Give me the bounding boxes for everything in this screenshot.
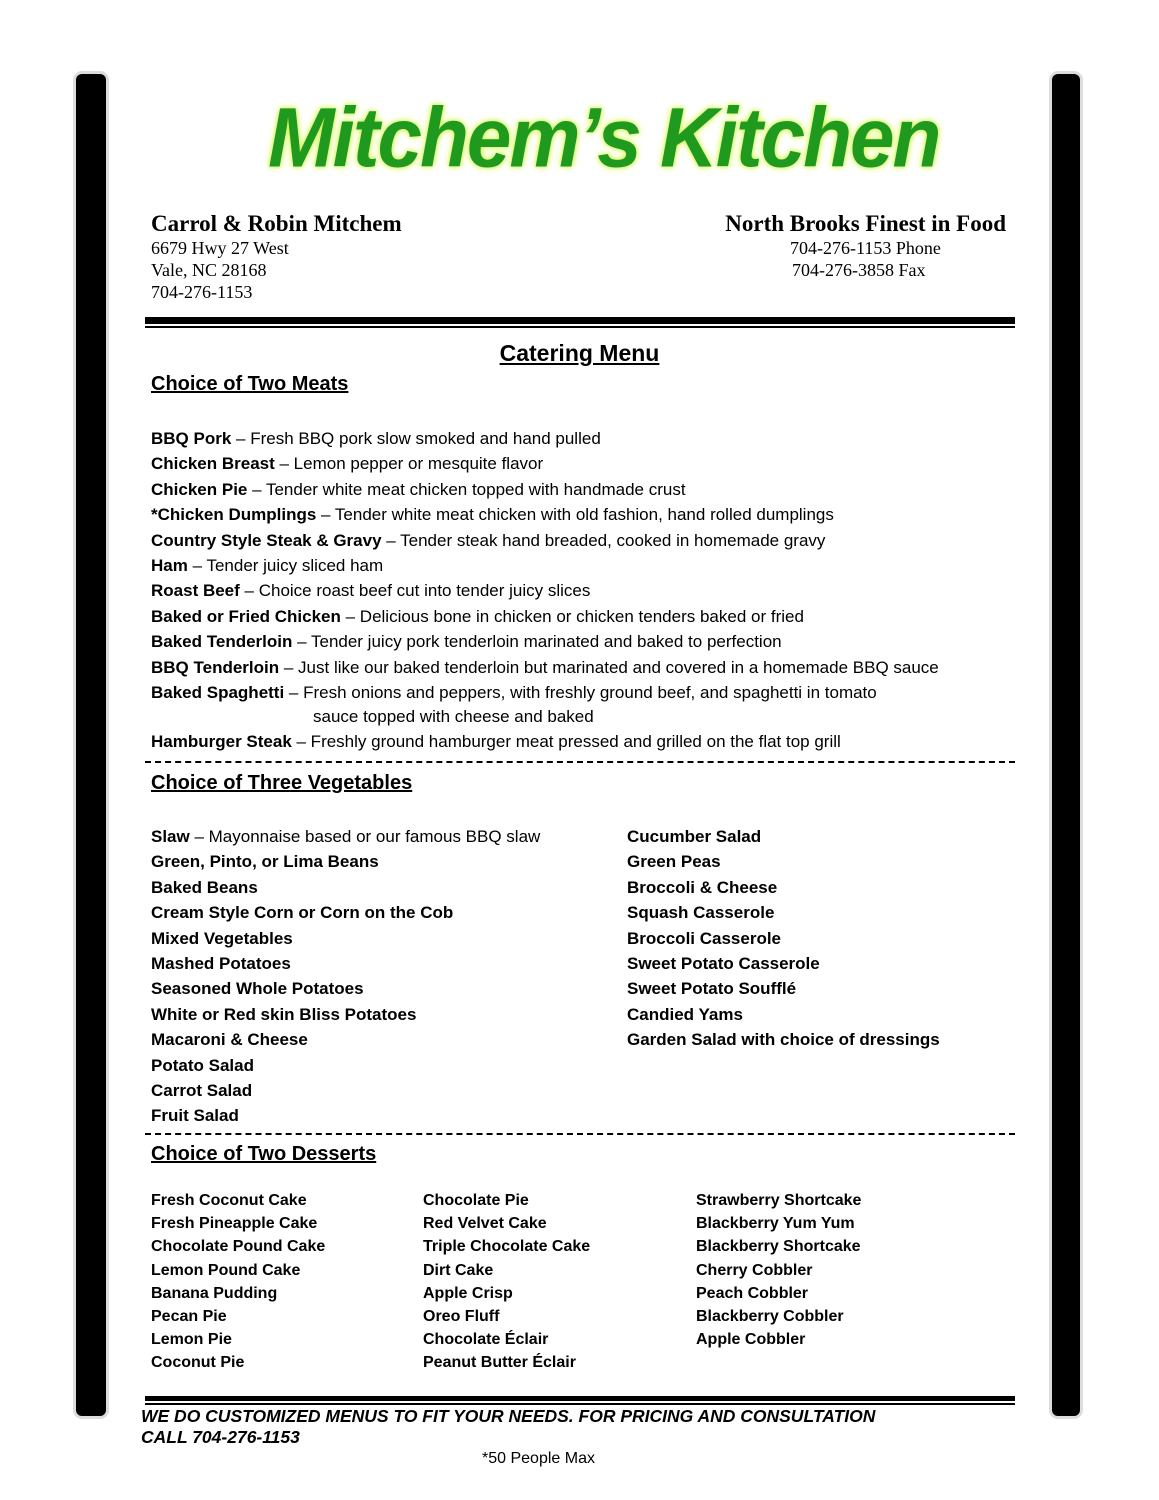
desserts-heading: Choice of Two Desserts: [151, 1143, 377, 1165]
menu-item: [627, 929, 781, 949]
capacity-note: *50 People Max: [482, 1450, 595, 1467]
menu-item-name: Red Velvet Cake: [423, 1215, 547, 1233]
menu-item-name: Cucumber Salad: [627, 827, 762, 846]
menu-item-name: Baked Tenderloin: [151, 632, 293, 652]
menu-item-name: Roast Beef: [151, 581, 240, 601]
menu-item: [151, 429, 601, 449]
menu-item: [151, 1214, 317, 1234]
menu-item-name: Apple Cobbler: [696, 1331, 806, 1349]
menu-item-name: Slaw: [151, 827, 190, 846]
menu-item-name: Carrot Salad: [151, 1081, 253, 1100]
page-title: Catering Menu: [499, 340, 660, 366]
menu-item: [151, 480, 686, 500]
menu-item: [423, 1353, 576, 1373]
menu-item-name: Baked Beans: [151, 877, 258, 897]
meats-heading: Choice of Two Meats: [151, 373, 349, 395]
menu-item-name: Green Peas: [627, 852, 721, 872]
menu-item-name: Mixed Vegetables: [151, 928, 293, 948]
fax: 704-276-3858 Fax: [792, 260, 926, 280]
menu-item-name: Broccoli & Cheese: [627, 877, 778, 897]
menu-item: [151, 607, 804, 627]
menu-item: [627, 878, 777, 898]
menu-item: [423, 1261, 493, 1281]
menu-item-name: Dirt Cake: [423, 1261, 494, 1279]
menu-item: [151, 732, 841, 752]
menu-item-name: Strawberry Shortcake: [696, 1192, 862, 1209]
menu-item-description: – Lemon pepper or mesquite flavor: [274, 454, 544, 474]
footer-line: WE DO CUSTOMIZED MENUS TO FIT YOUR NEEDS. FOR PRICING AND CONSULTATION: [141, 1406, 876, 1426]
menu-item: [151, 878, 258, 898]
menu-item-name: Chicken Pie: [151, 479, 248, 499]
menu-item-name: Blackberry Shortcake: [696, 1238, 861, 1256]
menu-item: [423, 1214, 547, 1234]
menu-item-description: – Choice roast beef cut into tender juicy slices: [239, 581, 591, 601]
menu-item-name: Pecan Pie: [151, 1308, 227, 1325]
menu-item-name: Blackberry Cobbler: [696, 1308, 844, 1325]
menu-item-description: – Delicious bone in chicken or chicken tenders baked or fried: [340, 606, 804, 626]
menu-item-name: Triple Chocolate Cake: [423, 1238, 591, 1256]
menu-item: [151, 1307, 227, 1327]
menu-item: [696, 1284, 808, 1304]
menu-item: [423, 1307, 499, 1327]
menu-item: [423, 1330, 548, 1350]
menu-item-name: Baked or Fried Chicken: [151, 606, 341, 626]
menu-item: [151, 1030, 308, 1050]
phone: 704-276-1153 Phone: [790, 238, 941, 258]
menu-item-description: – Tender white meat chicken with old fashion, hand rolled dumplings: [316, 505, 834, 525]
menu-item: [423, 1284, 513, 1304]
menu-item-description: – Mayonnaise based or our famous BBQ slaw: [189, 827, 541, 846]
address-line: 6679 Hwy 27 West: [151, 238, 289, 258]
menu-item-name: White or Red skin Bliss Potatoes: [151, 1004, 417, 1024]
menu-item-name: Chocolate Pie: [423, 1192, 529, 1209]
menu-item-name: Cream Style Corn or Corn on the Cob: [151, 903, 454, 923]
address-line: 704-276-1153: [151, 282, 253, 302]
menu-item-name: Apple Crisp: [423, 1284, 513, 1302]
menu-item: [627, 954, 820, 974]
section-divider: [145, 1133, 1015, 1135]
menu-item: [151, 954, 291, 974]
menu-item: [151, 505, 834, 525]
menu-item: [151, 1237, 325, 1257]
menu-item-description: – Tender juicy sliced ham: [187, 556, 384, 575]
footer-divider-thin: [145, 1403, 1015, 1405]
menu-item-name: Oreo Fluff: [423, 1308, 500, 1325]
menu-item-name: *Chicken Dumplings: [151, 505, 317, 525]
menu-item: [151, 581, 590, 601]
menu-item-name: Hamburger Steak: [151, 732, 292, 752]
menu-item-name: Peach Cobbler: [696, 1284, 809, 1302]
menu-item: [627, 1030, 940, 1050]
menu-item: [151, 658, 939, 678]
menu-item-description: – Tender steak hand breaded, cooked in homemade gravy: [381, 530, 826, 550]
menu-item: [151, 454, 543, 474]
menu-item: [151, 632, 782, 652]
menu-item-name: Broccoli Casserole: [627, 928, 782, 948]
menu-item: [151, 1005, 416, 1025]
menu-item: [627, 979, 796, 999]
menu-item-name: Chocolate Pound Cake: [151, 1238, 326, 1256]
menu-item-description: – Tender white meat chicken topped with handmade crust: [247, 479, 686, 499]
menu-item: [151, 1191, 307, 1211]
menu-item: [627, 827, 761, 847]
menu-item-name: Squash Casserole: [627, 903, 775, 923]
menu-item: [151, 903, 453, 923]
menu-item-name: Mashed Potatoes: [151, 954, 291, 973]
menu-item: [151, 979, 364, 999]
menu-item: [151, 1330, 232, 1350]
footer-divider: [145, 1396, 1015, 1401]
menu-item-name: Cherry Cobbler: [696, 1261, 813, 1279]
menu-item: [151, 1353, 244, 1373]
menu-item-name: BBQ Tenderloin: [151, 657, 280, 677]
menu-item: [627, 1005, 743, 1025]
menu-item-name: Chicken Breast: [151, 454, 275, 474]
menu-item: [423, 1191, 529, 1211]
menu-item: [696, 1261, 812, 1281]
menu-item-name: Fruit Salad: [151, 1106, 239, 1126]
menu-item-name: Ham: [151, 556, 188, 575]
menu-item: [151, 531, 825, 551]
menu-item: [151, 929, 293, 949]
menu-item: [696, 1214, 855, 1234]
menu-item-description: – Tender juicy pork tenderloin marinated and baked to perfection: [292, 632, 782, 652]
menu-item: [151, 556, 383, 576]
menu-item-description-continued: sauce topped with cheese and baked: [313, 707, 594, 727]
menu-item: [151, 683, 877, 703]
menu-item: [151, 852, 379, 872]
menu-item-name: Potato Salad: [151, 1055, 254, 1075]
address-line: Vale, NC 28168: [151, 260, 267, 280]
menu-item-name: Candied Yams: [627, 1004, 743, 1024]
menu-item-name: Seasoned Whole Potatoes: [151, 979, 364, 999]
menu-item-name: Coconut Pie: [151, 1354, 245, 1372]
menu-item-name: Fresh Pineapple Cake: [151, 1215, 318, 1233]
menu-item: [423, 1237, 590, 1257]
left-border: [76, 74, 106, 1416]
tagline: North Brooks Finest in Food: [725, 211, 1006, 236]
menu-item: [151, 827, 540, 847]
menu-item-name: Fresh Coconut Cake: [151, 1192, 307, 1209]
menu-item-name: Banana Pudding: [151, 1284, 278, 1302]
menu-item: [696, 1330, 805, 1350]
menu-item-name: Garden Salad with choice of dressings: [627, 1030, 940, 1050]
footer-line: CALL 704-276-1153: [141, 1427, 300, 1447]
menu-item: [696, 1307, 844, 1327]
menu-item-name: Sweet Potato Soufflé: [627, 979, 797, 999]
menu-item-name: Chocolate Éclair: [423, 1331, 549, 1349]
menu-item-name: Green, Pinto, or Lima Beans: [151, 852, 379, 872]
menu-item: [151, 1081, 252, 1101]
menu-item-name: Lemon Pie: [151, 1331, 232, 1349]
owners-name: Carrol & Robin Mitchem: [151, 211, 402, 236]
menu-item: [627, 852, 721, 872]
right-border: [1052, 74, 1080, 1416]
menu-item-name: Blackberry Yum Yum: [696, 1215, 855, 1233]
menu-item-name: Country Style Steak & Gravy: [151, 530, 382, 550]
menu-item-name: Lemon Pound Cake: [151, 1261, 301, 1279]
logo: Mitchem’s Kitchen: [268, 90, 940, 185]
menu-item-description: – Fresh BBQ pork slow smoked and hand pulled: [231, 429, 601, 448]
menu-item: [696, 1191, 861, 1211]
menu-item: [151, 1261, 300, 1281]
menu-item-name: Macaroni & Cheese: [151, 1030, 308, 1050]
menu-item: [696, 1237, 861, 1257]
menu-item-description: – Just like our baked tenderloin but marinated and covered in a homemade BBQ sauce: [279, 657, 939, 677]
menu-item-name: Sweet Potato Casserole: [627, 954, 820, 973]
header-divider: [145, 317, 1015, 324]
menu-item: [151, 1106, 239, 1126]
menu-item-description: – Freshly ground hamburger meat pressed and grilled on the flat top grill: [291, 732, 841, 752]
menu-item: [627, 903, 774, 923]
menu-item: [151, 1284, 277, 1304]
menu-item: [151, 1056, 254, 1076]
menu-item-name: BBQ Pork: [151, 429, 232, 448]
section-divider: [145, 761, 1015, 763]
vegetables-heading: Choice of Three Vegetables: [151, 772, 413, 794]
header-divider-thin: [145, 326, 1015, 328]
menu-item-description: – Fresh onions and peppers, with freshly ground beef, and spaghetti in tomato: [284, 683, 877, 702]
menu-item-name: Peanut Butter Éclair: [423, 1354, 576, 1372]
menu-item-name: Baked Spaghetti: [151, 683, 285, 702]
